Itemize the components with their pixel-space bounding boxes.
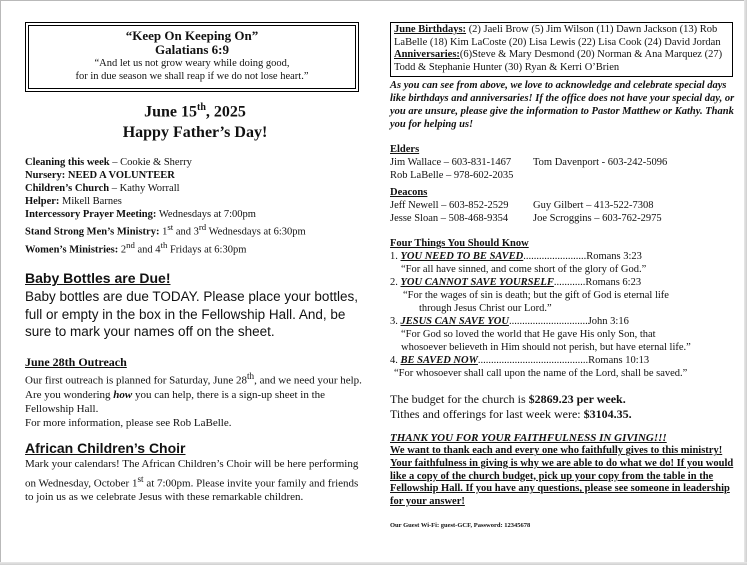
four-things-item: 4. BE SAVED NOW..........................................Romans 10:13 <box>390 355 650 367</box>
left-column <box>25 22 365 505</box>
deacons-row: Jesse Sloan – 508-468-9354 Joe Scroggins – 603-762-2975 <box>390 213 662 225</box>
mens-ministry-row: Stand Strong Men’s Ministry: 1st and 3rd Wednesdays at 6:30pm <box>25 222 306 238</box>
outreach-contact: For more information, please see Rob LaBelle. <box>25 417 232 430</box>
choir-text: Mark your calendars! The African Children’s Choir will be here performing on Wednesday, October 1st at 7:00pm. Please invite your family and friends to join us as we celebrate Jesus with these remarkable children. <box>25 458 359 504</box>
baby-bottles-text: Baby bottles are due TODAY. Please place your bottles, full or empty in the box in the Fellowship Hall. And, be sure to mark your names off on the sheet. <box>25 289 358 340</box>
elders-row: Jim Wallace – 603-831-1467 Tom Davenport - 603-242-5096 <box>390 157 668 169</box>
four-things-item: 1. YOU NEED TO BE SAVED........................Romans 3:23 <box>390 251 642 263</box>
special-days-note: As you can see from above, we love to acknowledge and celebrate special days like birthdays and anniversaries! If the office does not have your special day, or you are unsure, please give the information to Pastor Matthew or Kathy. Thank you for helping us! <box>390 80 735 131</box>
giving-text: We want to thank each and every one who faithfully gives to this ministry! Your faithfulness in giving is why we are able to do what we do! If you would like a copy of the church budget, pick up your copy from the table in the Fellowship Hall. If you have any questions, please see someone in leadership for your answer! <box>390 445 734 507</box>
celebrations-box <box>390 22 733 77</box>
wifi-info: Our Guest Wi-Fi: guest-GCF, Password: 12345678 <box>390 522 531 530</box>
birthdays: June Birthdays: (2) Jaeli Brow (5) Jim Wilson (11) Dawn Jackson (13) Rob LaBelle (18) Kim LaCoste (20) Lisa Lewis (22) Lisa Cook (24) David Jordan <box>394 24 721 48</box>
four-things-verse: “For whosoever shall call upon the name of the Lord, shall be saved.” <box>394 368 688 380</box>
verse-box <box>25 22 359 92</box>
role-row: Cleaning this week – Cookie & Sherry <box>25 157 192 169</box>
elders-heading: Elders <box>390 144 420 156</box>
outreach-heading: June 28th Outreach <box>25 354 127 369</box>
roles-list <box>25 156 365 256</box>
four-things-item: 2. YOU CANNOT SAVE YOURSELF............Romans 6:23 <box>390 277 642 289</box>
giving-heading: THANK YOU FOR YOUR FAITHFULNESS IN GIVING!!! <box>390 432 667 445</box>
role-row: Helper: Mikell Barnes <box>25 196 122 208</box>
baby-bottles-heading: Baby Bottles are Due! <box>25 270 171 287</box>
choir-heading: African Children’s Choir <box>25 440 186 457</box>
right-column <box>390 22 735 530</box>
four-things-heading: Four Things You Should Know <box>390 238 529 250</box>
anniversaries: Anniversaries:(6)Steve & Mary Desmond (20) Norman & Ana Marquez (27) Todd & Stephanie Hunter (30) Ryan & Kerri O’Brien <box>394 49 723 73</box>
occasion-title: Happy Father’s Day! <box>122 124 268 142</box>
four-things-verse: through Jesus Christ our Lord.” <box>419 303 552 315</box>
deacons-heading: Deacons <box>390 187 428 199</box>
role-row: Nursery: NEED A VOLUNTEER <box>25 170 175 182</box>
four-things-verse: whosoever believeth in Him should not perish, but have eternal life.” <box>401 342 691 354</box>
four-things-verse: “For God so loved the world that He gave His only Son, that <box>401 329 656 341</box>
womens-ministry-row: Women’s Ministries: 2nd and 4th Fridays at 6:30pm <box>25 239 247 256</box>
tithes-line: Tithes and offerings for last week were: $3104.35. <box>390 407 632 422</box>
elders-row: Rob LaBelle – 978-602-2035 <box>390 170 514 182</box>
role-row: Children’s Church – Kathy Worrall <box>25 183 180 195</box>
bulletin-date: June 15th, 2025 <box>144 102 246 121</box>
verse-line-1: “And let us not grow weary while doing good, <box>94 58 290 69</box>
verse-title: “Keep On Keeping On” <box>125 28 259 43</box>
four-things-verse: “For all have sinned, and come short of the glory of God.” <box>401 264 647 276</box>
deacons-row: Jeff Newell – 603-852-2529 Guy Gilbert – 413-522-7308 <box>390 200 654 212</box>
four-things-item: 3. JESUS CAN SAVE YOU..............................John 3:16 <box>390 316 629 328</box>
verse-reference: Galatians 6:9 <box>154 42 230 57</box>
four-things-verse: “For the wages of sin is death; but the gift of God is eternal life <box>403 290 669 302</box>
budget-line: The budget for the church is $2869.23 per week. <box>390 392 626 407</box>
verse-line-2: for in due season we shall reap if we do not lose heart.” <box>75 71 309 82</box>
outreach-text: Our first outreach is planned for Saturday, June 28th, and we need your help. Are you wondering how you can help, there is a sign-up sheet in the Fellowship Hall. <box>25 370 362 415</box>
role-row: Intercessory Prayer Meeting: Wednesdays at 7:00pm <box>25 209 256 221</box>
